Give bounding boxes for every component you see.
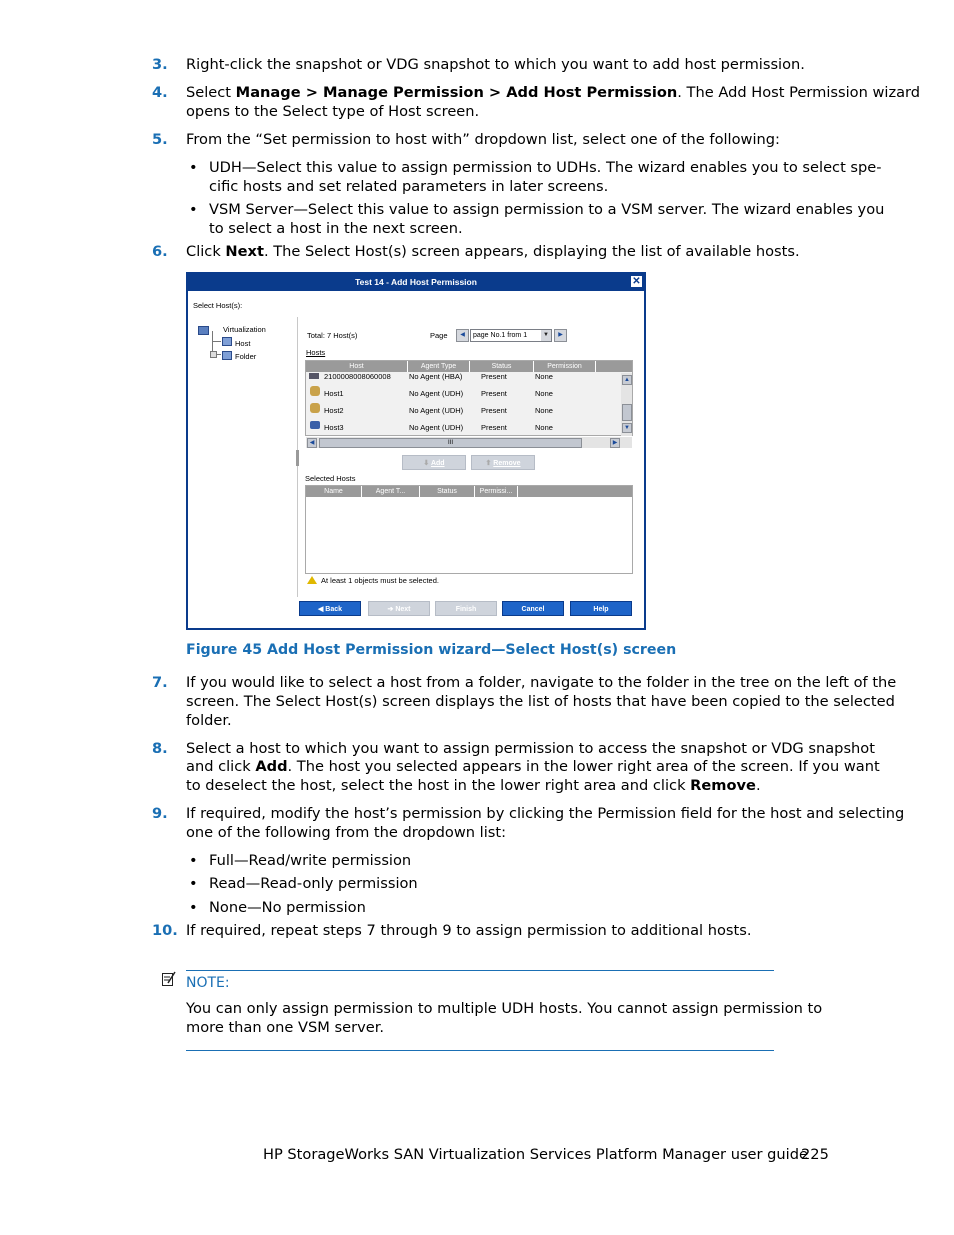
virtualization-icon [198,326,209,335]
bullet: • [189,852,198,869]
note-bottom-rule [186,1050,774,1051]
host-icon [222,337,232,346]
next-page-button[interactable]: ▶ [554,329,567,342]
host-name: Host1 [324,389,344,398]
next-arrow-icon: ➔ [387,606,396,613]
up-arrow-icon: ⬆ [485,460,494,467]
column-header-agent-type[interactable]: Agent Type [408,361,470,372]
scroll-down-icon[interactable]: ▼ [622,423,632,433]
host-name: Host3 [324,423,344,432]
note-label: NOTE: [186,975,230,991]
total-hosts: Total: 7 Host(s) [307,331,358,340]
step-number: 3. [152,56,168,73]
selected-hosts-table [305,485,633,574]
host-name: 2100008008060008 [324,372,391,381]
agent-type: No Agent (HBA) [409,372,463,381]
back-arrow-icon: ◀ [317,606,326,613]
step-text: Select a host to which you want to assign permission to access the snapshot or VDG snapshot [186,740,875,757]
note-text: You can only assign permission to multiple UDH hosts. You cannot assign permission to [186,1000,823,1017]
column-header-permission[interactable]: Permissi... [475,486,518,497]
agent-type: No Agent (UDH) [409,423,464,432]
scroll-right-icon[interactable]: ▶ [610,438,620,448]
footer-title: HP StorageWorks SAN Virtualization Services Platform Manager user guide [263,1146,808,1163]
bullet-text: UDH—Select this value to assign permission to UDHs. The wizard enables you to select spe- [209,159,882,176]
bullet-text: None—No permission [209,899,366,916]
step-number: 8. [152,740,168,757]
scroll-thumb[interactable] [622,404,632,421]
folder-icon [222,351,232,360]
status: Present [481,406,507,415]
step-text-continued: to deselect the host, select the host in the lower right area and click Remove. [186,777,761,794]
step-text: From the “Set permission to host with” dropdown list, select one of the following: [186,131,780,148]
column-header-name[interactable]: Name [306,486,362,497]
selected-hosts-label: Selected Hosts [305,474,356,483]
tree-item-folder[interactable]: Folder [235,352,257,361]
hosts-label: Hosts [306,348,326,357]
warning-message: At least 1 objects must be selected. [321,576,439,585]
host-icon [310,403,320,413]
permission[interactable]: None [535,372,553,381]
column-header-status[interactable]: Status [420,486,475,497]
warning-icon [307,576,317,584]
column-header-host[interactable]: Host [306,361,408,372]
down-arrow-icon: ⬇ [423,460,431,467]
note-text-continued: more than one VSM server. [186,1019,385,1036]
step-number: 6. [152,243,168,260]
remove-button[interactable] [471,455,535,470]
step-text: If you would like to select a host from a folder, navigate to the folder in the tree on the left of the [186,674,897,691]
step-text: If required, repeat steps 7 through 9 to assign permission to additional hosts. [186,922,752,939]
remove-button-label: Remove [493,460,521,467]
back-button-label: Back [325,606,343,613]
select-hosts-label: Select Host(s): [193,301,243,310]
column-header-agent-type[interactable]: Agent T... [362,486,420,497]
figure-caption: Figure 45 Add Host Permission wizard—Select Host(s) screen [186,642,677,658]
close-icon[interactable]: ✕ [632,276,641,287]
host-icon [310,386,320,396]
tree-line [213,341,221,342]
step-number: 4. [152,84,168,101]
host-name: Host2 [324,406,344,415]
permission[interactable]: None [535,423,553,432]
step-number: 10. [152,922,178,939]
finish-button[interactable]: Finish [435,601,497,616]
permission[interactable]: None [535,389,553,398]
next-button-label: Next [395,606,411,613]
page-select[interactable] [470,329,552,342]
step-text-continued: folder. [186,712,232,729]
selected-table-header-filler [518,486,632,497]
bullet-text: Full—Read/write permission [209,852,412,869]
dialog-title: Test 14 - Add Host Permission [355,277,477,287]
hba-icon [309,373,319,379]
page-select-value: page No.1 from 1 [473,332,528,339]
bullet-text: Read—Read-only permission [209,875,418,892]
scroll-up-icon[interactable]: ▲ [622,375,632,385]
page-label: Page [430,331,448,340]
column-header-permission[interactable]: Permission [534,361,596,372]
note-icon [162,971,174,985]
add-host-permission-dialog [186,272,646,630]
back-button[interactable] [299,601,361,616]
step-number: 5. [152,131,168,148]
bullet: • [189,201,198,218]
step-text: Right-click the snapshot or VDG snapshot to which you want to add host permission. [186,56,805,73]
bullet: • [189,159,198,176]
dialog-title-bar [188,274,644,291]
expand-icon[interactable] [210,351,217,358]
status: Present [481,372,507,381]
permission[interactable]: None [535,406,553,415]
step-number: 7. [152,674,168,691]
add-button-label: Add [430,460,445,467]
bullet-text-continued: to select a host in the next screen. [209,220,463,237]
agent-type: No Agent (UDH) [409,406,464,415]
splitter-handle[interactable] [296,450,299,466]
bullet-text-continued: cific hosts and set related parameters in later screens. [209,178,609,195]
previous-page-button[interactable]: ◀ [456,329,469,342]
scroll-left-icon[interactable]: ◀ [307,438,317,448]
cancel-button[interactable]: Cancel [502,601,564,616]
step-text-continued: opens to the Select type of Host screen. [186,103,480,120]
page-number: 225 [801,1146,829,1163]
next-button[interactable] [368,601,430,616]
bullet: • [189,899,198,916]
host-icon [310,421,320,429]
step-text: Click Next. The Select Host(s) screen appears, displaying the list of available hosts. [186,243,800,260]
help-button[interactable]: Help [570,601,632,616]
column-header-status[interactable]: Status [470,361,534,372]
step-text-continued: one of the following from the dropdown list: [186,824,507,841]
tree-item-virtualization[interactable]: Virtualization [223,325,266,334]
step-text: If required, modify the host’s permission by clicking the Permission field for the host and selecting [186,805,905,822]
status: Present [481,423,507,432]
hosts-table-header [306,361,632,372]
hscroll-thumb[interactable]: III [319,438,582,448]
status: Present [481,389,507,398]
step-text-continued: screen. The Select Host(s) screen displays the list of hosts that have been copied to the selected [186,693,895,710]
tree-item-host[interactable]: Host [235,339,251,348]
step-number: 9. [152,805,168,822]
chevron-down-icon[interactable]: ▼ [541,330,551,341]
agent-type: No Agent (UDH) [409,389,464,398]
bullet-text: VSM Server—Select this value to assign permission to a VSM server. The wizard enables you [209,201,885,218]
bullet: • [189,875,198,892]
step-text-continued: and click Add. The host you selected appears in the lower right area of the screen. If you want [186,758,880,775]
step-text: Select Manage > Manage Permission > Add Host Permission. The Add Host Permission wizard [186,84,921,101]
selected-table-header [306,486,518,497]
note-top-rule [186,970,774,971]
add-button[interactable] [402,455,466,470]
